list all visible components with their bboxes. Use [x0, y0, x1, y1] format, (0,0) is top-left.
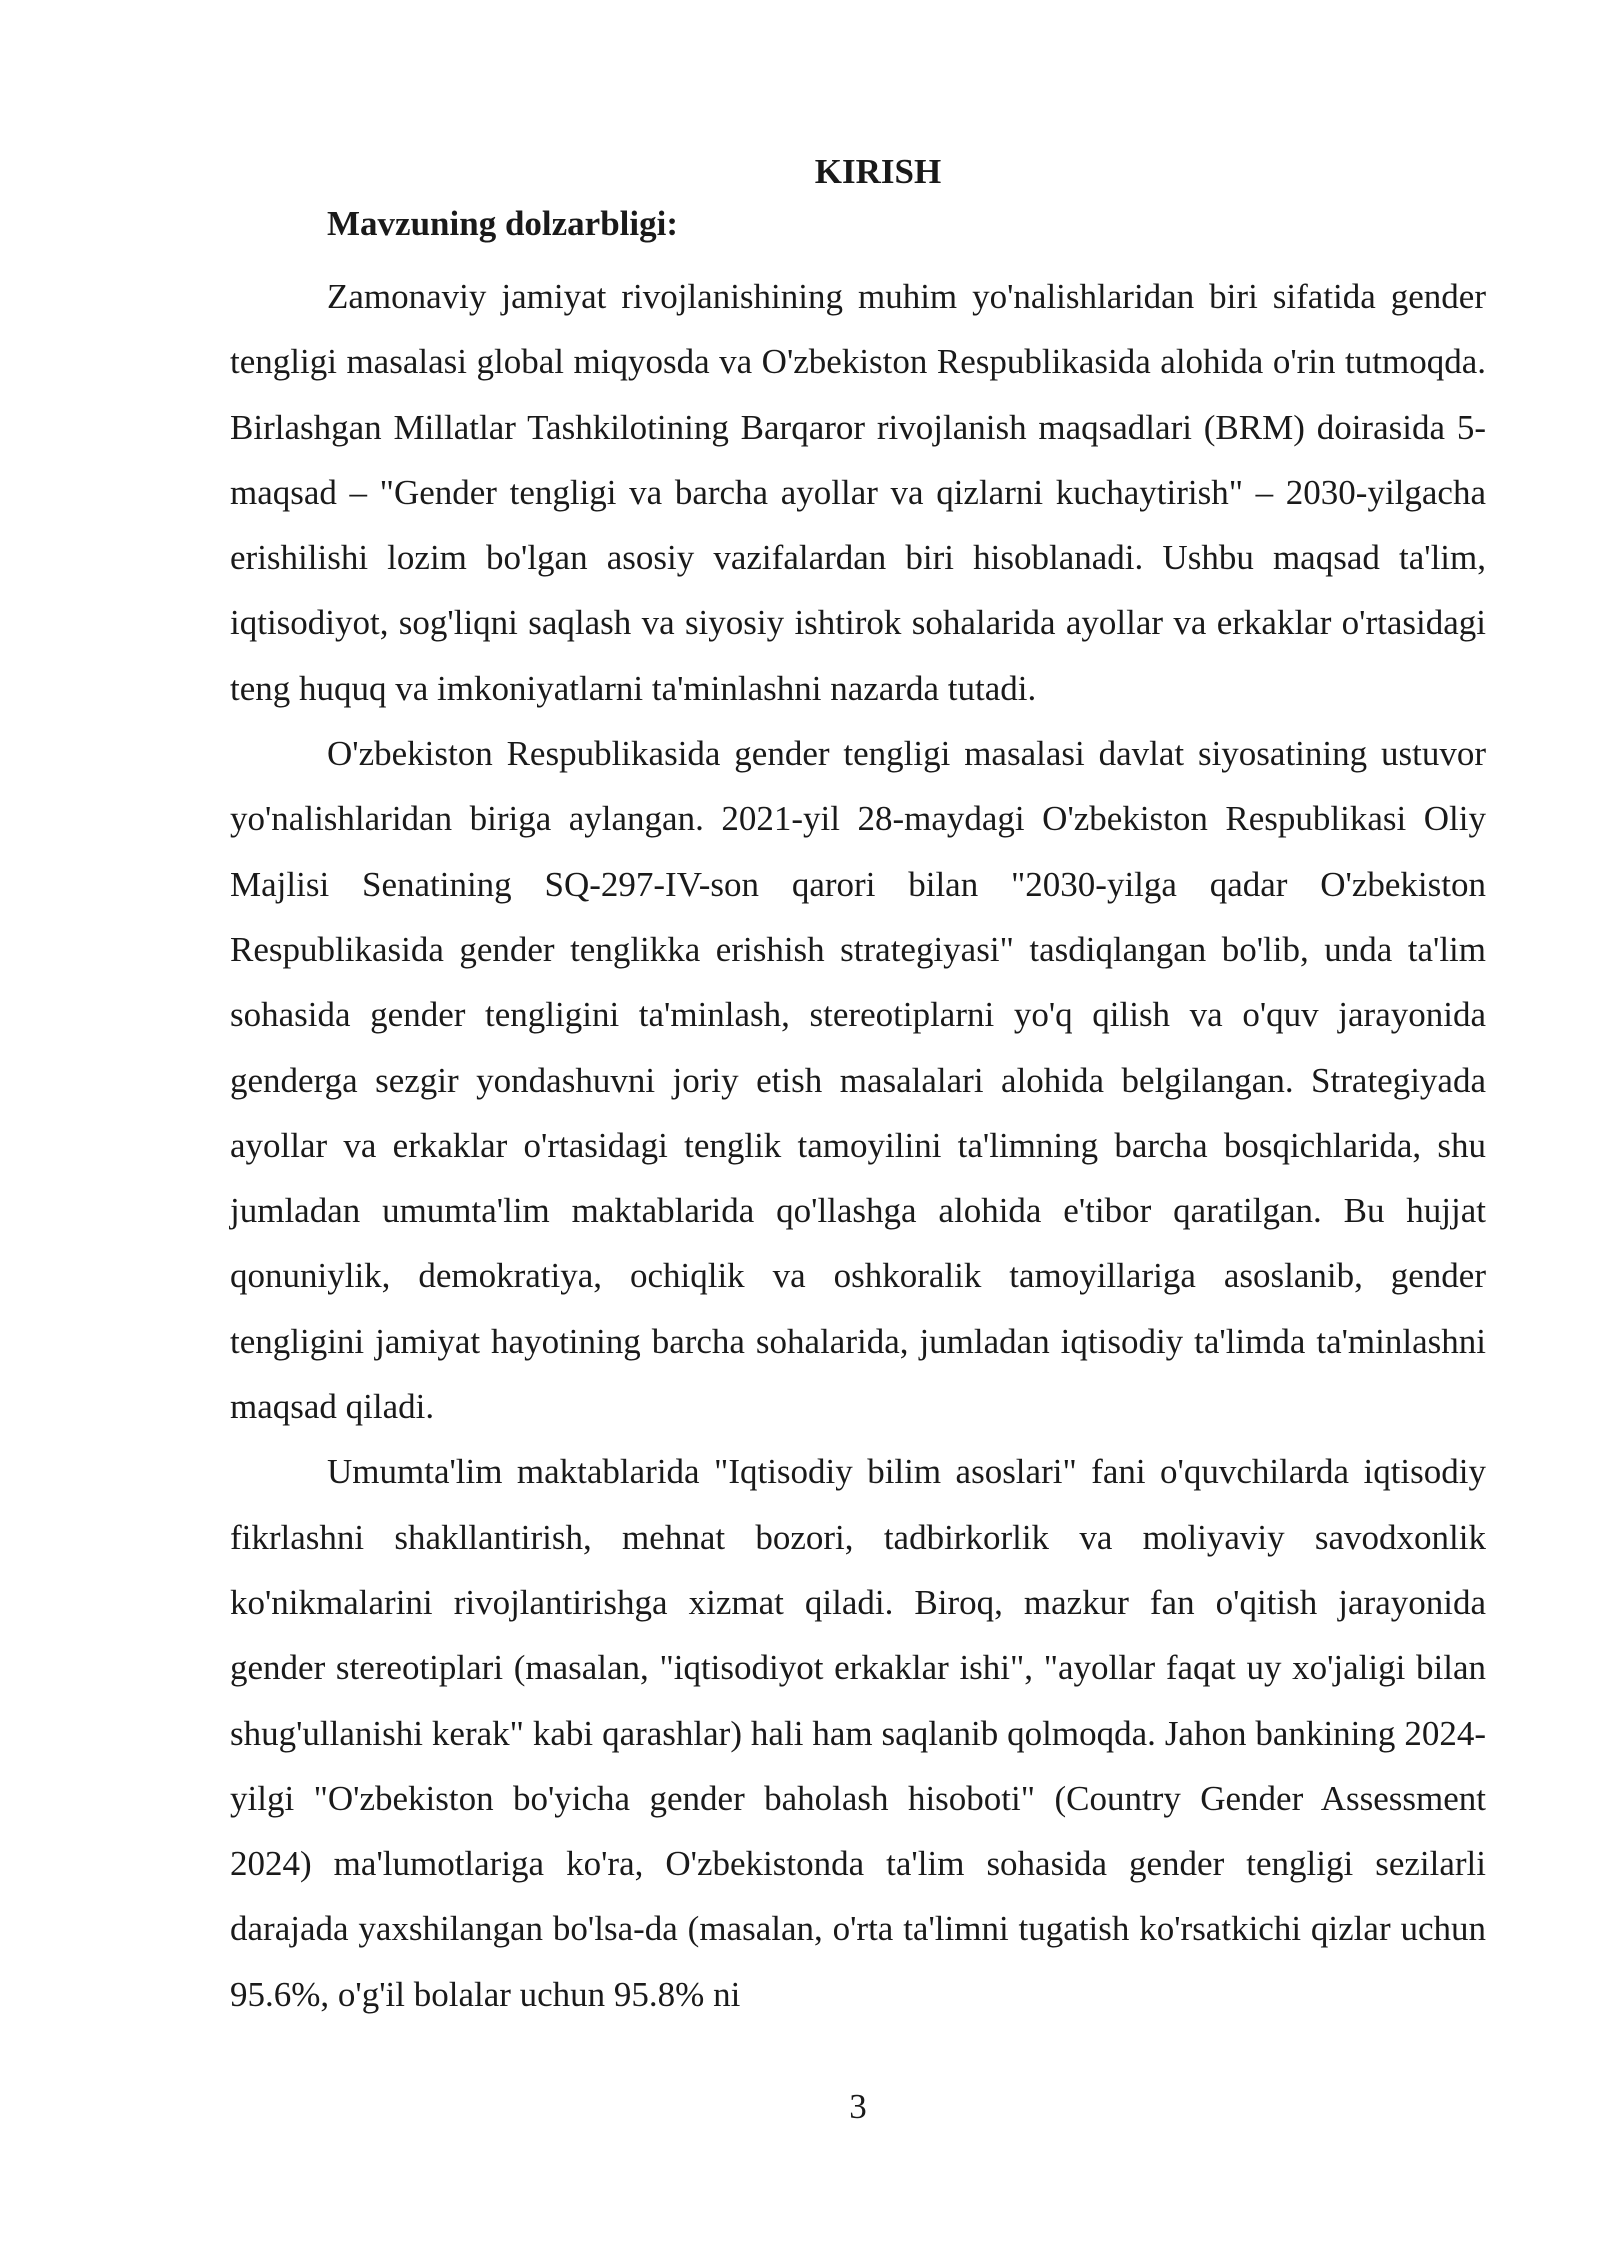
paragraph: Zamonaviy jamiyat rivojlanishining muhim yo'nalishlaridan biri sifatida gender tengligi masalasi global miqyosda va O'zbekiston Respublikasida alohida o'rin tutmoqda. Birlashgan Millatlar Tashkilotining Barqaror rivojlanish maqsadlari (BRM) doirasida 5-maqsad – "Gender tengligi va barcha ayollar va qizlarni kuchaytirish" – 2030-yilgacha erishilishi lozim bo'lgan asosiy vazifalardan biri hisoblanadi. Ushbu maqsad ta'lim, iqtisodiyot, sog'liqni saqlash va siyosiy ishtirok sohalarida ayollar va erkaklar o'rtasidagi teng huquq va imkoniyatlarni ta'minlashni nazarda tutadi.	[230, 277, 1486, 708]
paragraph: Umumta'lim maktablarida "Iqtisodiy bilim asoslari" fani o'quvchilarda iqtisodiy fikrlashni shakllantirish, mehnat bozori, tadbirkorlik va moliyaviy savodxonlik ko'nikmalarini rivojlantirishga xizmat qiladi. Biroq, mazkur fan o'qitish jarayonida gender stereotiplari (masalan, "iqtisodiyot erkaklar ishi", "ayollar faqat uy xo'jaligi bilan shug'ullanishi kerak" kabi qarashlar) hali ham saqlanib qolmoqda. Jahon bankining 2024-yilgi "O'zbekiston bo'yicha gender baholash hisoboti" (Country Gender Assessment 2024) ma'lumotlariga ko'ra, O'zbekistonda ta'lim sohasida gender tengligi sezilarli darajada yaxshilangan bo'lsa-da (masalan, o'rta ta'limni tugatish ko'rsatkichi qizlar uchun 95.6%, o'g'il bolalar uchun 95.8% ni	[230, 1452, 1486, 2014]
document-page	[230, 150, 1486, 2027]
section-heading: KIRISH	[814, 152, 942, 191]
page-number: 3	[849, 2087, 867, 2126]
subsection-heading: Mavzuning dolzarbligi:	[327, 204, 678, 243]
paragraph: O'zbekiston Respublikasida gender tengligi masalasi davlat siyosatining ustuvor yo'nalishlaridan biriga aylangan. 2021-yil 28-maydagi O'zbekiston Respublikasi Oliy Majlisi Senatining SQ-297-IV-son qarori bilan "2030-yilga qadar O'zbekiston Respublikasida gender tenglikka erishish strategiyasi" tasdiqlangan bo'lib, unda ta'lim sohasida gender tengligini ta'minlash, stereotiplarni yo'q qilish va o'quv jarayonida genderga sezgir yondashuvni joriy etish masalalari alohida belgilangan. Strategiyada ayollar va erkaklar o'rtasidagi tenglik tamoyilini ta'limning barcha bosqichlarida, shu jumladan umumta'lim maktablarida qo'llashga alohida e'tibor qaratilgan. Bu hujjat qonuniylik, demokratiya, ochiqlik va oshkoralik tamoyillariga asoslanib, gender tengligini jamiyat hayotining barcha sohalarida, jumladan iqtisodiy ta'limda ta'minlashni maqsad qiladi.	[230, 734, 1486, 1427]
